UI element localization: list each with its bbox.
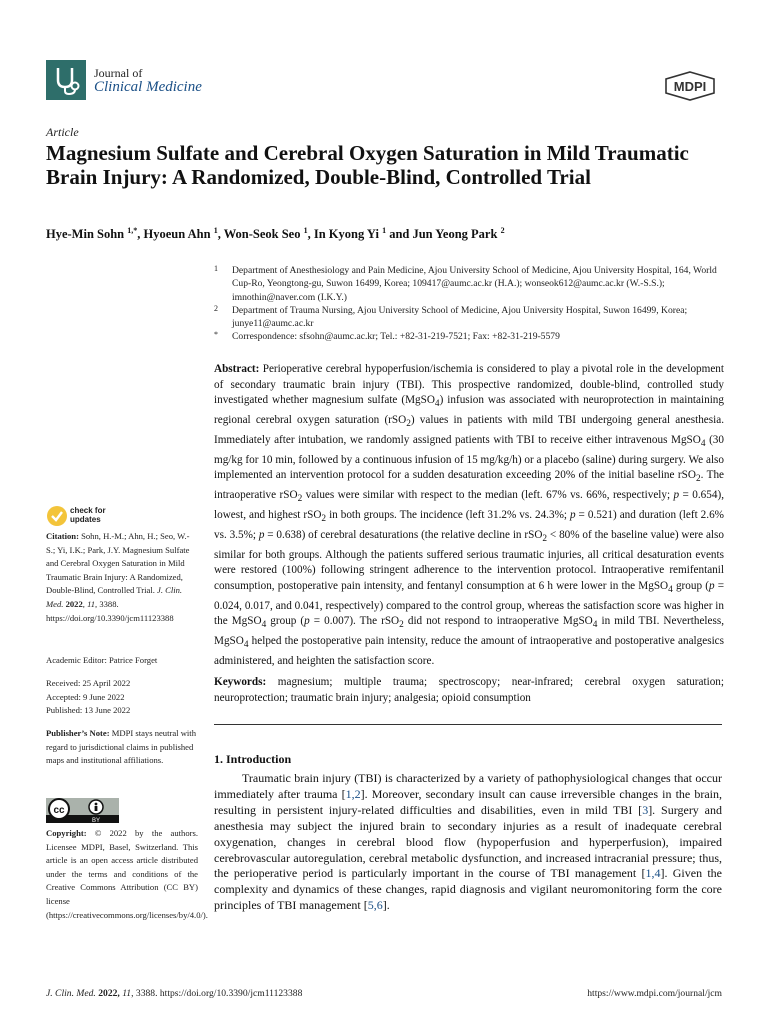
cc-text: cc [53,805,65,816]
published-date: Published: 13 June 2022 [46,705,131,716]
mdpi-logo [664,71,716,106]
received-date: Received: 25 April 2022 [46,678,131,688]
citation-link[interactable]: 1,2 [345,786,361,801]
citation-link[interactable]: 5,6 [367,898,383,913]
affiliation-2 [214,304,724,331]
author-affil-mark: 1 [303,226,308,235]
author-affil-mark: 1,* [127,226,138,235]
affiliation-text: Department of Anesthesiology and Pain Medicine, Ajou University School of Medicine, Ajou University Hospital, 164, World Cup-Ro, Yeongtong-gu, Suwon 16499, Korea; 109417@aumc.ac.kr (H.A.); wonseok612@aumc.ac.kr (W.-S.S.); imnothin@naver.com (I.K.Y.) [232,265,717,303]
section-heading: 1. Introduction [214,752,292,766]
copyright-notice: Copyright: © 2022 by the authors. Licensee MDPI, Basel, Switzerland. This article is an open access article distributed under the terms and conditions of the Creative Commons Attribution (CC BY) license (https://creativecommons.org/licenses/by/4.0/). [46,828,208,920]
affiliation-marker: 2 [214,303,218,313]
article-type: Article [46,125,79,139]
affiliations [214,264,724,344]
affiliation-1 [214,264,724,304]
keywords [214,675,724,706]
author-list: Hye-Min Sohn $^{1,*}$, Hyoeun Ahn $^1$, Won-Seok Seo $^1$, In Kyong Yi $^1$ and Jun Yeong Park $^2$ [46,226,505,242]
affiliation-marker: * [214,330,218,340]
citation-link[interactable]: 1,4 [645,866,661,881]
check-updates-icon[interactable] [46,505,68,532]
paper-title: Magnesium Sulfate and Cerebral Oxygen Saturation in Mild Traumatic Brain Injury: A Randomized, Double-Blind, Controlled Trial [46,141,689,189]
publisher-note: Publisher’s Note: MDPI stays neutral with regard to jurisdictional claims in published maps and institutional affiliations. [46,728,196,766]
affiliation-text: Correspondence: sfsohn@aumc.ac.kr; Tel.: +82-31-219-7521; Fax: +82-31-219-5579 [232,331,560,343]
journal-of-text: Journal of [94,66,143,80]
citation-block: Citation: Sohn, H.-M.; Ahn, H.; Seo, W.-S.; Yi, I.K.; Park, J.Y. Magnesium Sulfate and Cerebral Oxygen Saturation in Mild Traumatic Brain Injury: A Randomized, Double-Blind, Controlled Trial. J. Clin. Med. 2022, 11, 3388. https://doi.org/10.3390/jcm11123388 [46,531,190,623]
accepted-date: Accepted: 9 June 2022 [46,691,125,702]
journal-name: Clinical Medicine [94,79,202,95]
mdpi-logo-text: MDPI [673,79,707,94]
correspondence [214,330,724,343]
affiliation-text: Department of Trauma Nursing, Ajou University School of Medicine, Ajou University Hospital, Suwon 16499, Korea; junye11@aumc.ac.kr [232,304,688,330]
academic-editor: Academic Editor: Patrice Forget [46,655,158,665]
publication-dates [46,677,198,718]
author-and: and [389,227,410,242]
author-affil-mark: 1 [382,226,387,235]
author-affil-mark: 2 [500,226,505,235]
section-divider [214,724,722,725]
journal-logo [46,60,86,100]
author-name: Hye-Min Sohn [46,227,125,242]
cc-by-license-icon[interactable] [46,798,119,823]
author-name: Won-Seok Seo [223,227,301,242]
footer-journal-url[interactable]: https://www.mdpi.com/journal/jcm [587,988,722,999]
keywords-text: magnesium; multiple trauma; spectroscopy; near-infrared; cerebral oxygen saturation; neuroprotection; traumatic brain injury; analgesia; opioid consumption [214,676,724,704]
citation-link[interactable]: 3 [642,802,649,817]
author-name: Hyoeun Ahn [143,227,211,242]
check-updates-label[interactable]: check for updates [70,506,106,524]
keywords-label: Keywords: [214,676,267,688]
author-affil-mark: 1 [213,226,218,235]
abstract-label: Abstract: [214,363,260,375]
introduction-paragraph: Traumatic brain injury (TBI) is characterized by a variety of pathophysiological changes that occur immediately after trauma [1,2]. Moreover, secondary insult can cause irreversible changes in the brain, resulting in persistent injury-related difficulties and disabilities, even in mild TBI [3]. Surgery and anesthesia may subject the injured brain to secondary injuries as a result of inadequate cerebral oxygenation, changes in cerebral blood flow (hypoperfusion and hyperperfusion), impaired cerebrovascular autoregulation, cerebral metabolic dysfunction, and increased intracranial pressure; thus, the perioperative period is particularly important in the course of TBI management [1,4]. Given the complexity and dynamics of these changes, rapid diagnosis and vigilant neuromonitoring form the core principles of TBI management [5,6]. [214,771,723,913]
author-name: Jun Yeong Park [412,227,498,242]
affiliation-marker: 1 [214,264,218,273]
footer-citation: J. Clin. Med. 2022, 11, 3388. https://doi.org/10.3390/jcm11123388 [46,988,303,999]
cc-by-text: BY [91,818,101,823]
abstract: Abstract: Perioperative cerebral hypoperfusion/ischemia is considered to play a pivotal role in the development of secondary traumatic brain injury (TBI). This prospective randomized, double-blind, controlled study investigated whether magnesium sulfate (MgSO$_4$) infusion was associated with neuroprotection in maintaining regional cerebral oxygen saturation (rSO$_2$) values in patients with mild TBI undergoing general anesthesia. Immediately after intubation, we randomly assigned patients with TBI to receive either intravenous MgSO$_4$ (30 mg/kg for 10 min, followed by a continuous infusion of 15 mg/kg/h) or a placebo (saline) during surgery. We also implemented an intervention protocol for a sudden desaturation exceeding 20% of the initial baseline rSO$_2$. The intraoperative rSO$_2$ values were similar with respect to the median (left. 67% vs. 66%, respectively; p = 0.654), lowest, and highest rSO$_2$ in both groups. The incidence (left 31.2% vs. 24.3%; p = 0.521) and duration (left 2.6% vs. 3.5%; p = 0.638) of cerebral desaturations (the relative decline in rSO$_2$ < 80% of the baseline value) were also similar for both groups. Although the patients suffered serious traumatic injuries, all critical desaturation events were restored (100%) following stringent adherence to the intervention protocol. Intraoperative remifentanil consumption, postoperative pain intensity, and fentanyl consumption at 6 h were lower in the MgSO$_4$ group (p = 0.024, 0.017, and 0.041, respectively) compared to the control group, whereas the satisfaction score was higher in the MgSO$_4$ group (p = 0.007). The rSO$_2$ did not respond to intraoperative MgSO$_4$ in mild TBI. Nevertheless, MgSO$_4$ helped the postoperative pain intensity, reduce the amount of intraoperative and postoperative analgesics administered, and heighten the satisfaction score. [214,363,725,667]
author-name: In Kyong Yi [313,227,379,242]
